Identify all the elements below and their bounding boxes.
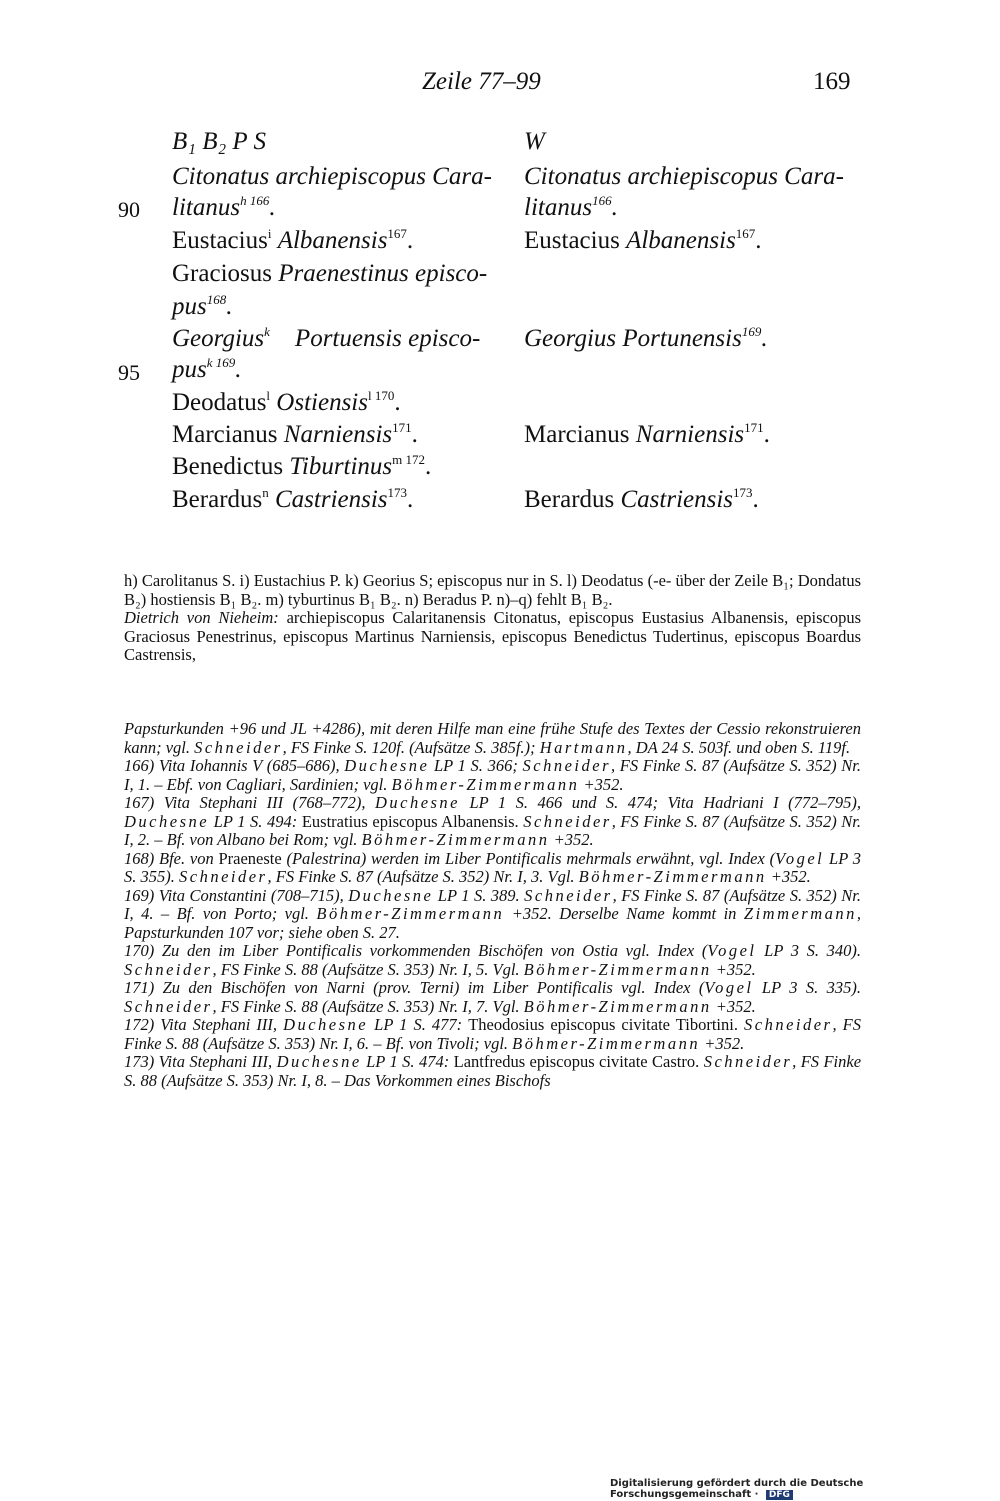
footnote-171: 171) Zu den Bischöfen von Narni (prov. Terni) im Liber Pontificalis vgl. Index (Vogel LP 3 S. 335). Schneider, FS Finke S. 88 (Aufsätze S. 353) Nr. I, 7. Vgl. Böhmer-Zimmermann +352.: [124, 978, 862, 1016]
right-line: litanus$^{166}$.: [524, 193, 618, 221]
footnotes: [124, 720, 861, 1090]
critical-apparatus: [124, 572, 861, 665]
footnote-166: 166) Vita Iohannis V (685–686), Duchesne LP 1 S. 366; Schneider, FS Finke S. 87 (Aufsätze S. 352) Nr. I, 1. – Ebf. von Cagliari, Sardinien; vgl. Böhmer-Zimmermann +352.: [124, 756, 862, 794]
left-line: Berardus$^n$ Castriensis$^{173}$.: [172, 485, 414, 513]
line-number-95: 95: [118, 360, 140, 385]
left-line: Citonatus archiepiscopus Cara-: [172, 163, 492, 190]
right-column-heading: W: [524, 128, 545, 155]
left-line: Georgius$^k$ Portuensis episco-: [172, 324, 481, 352]
footnote-172: 172) Vita Stephani III, Duchesne LP 1 S. 477: Theodosius episcopus civitate Tibortini. Schneider, FS Finke S. 88 (Aufsätze S. 353) Nr. I, 6. – Bf. von Tivoli; vgl. Böhmer-Zimmermann +352.: [124, 1015, 861, 1053]
left-line: Eustacius$^i$ Albanensis$^{167}$.: [172, 226, 414, 254]
dfg-footer: Digitalisierung gefördert durch die Deutsche Forschungsgemeinschaft · DFG: [610, 1478, 864, 1500]
footnote-170: 170) Zu den im Liber Pontificalis vorkommenden Bischöfen von Ostia vgl. Index (Vogel LP 3 S. 340). Schneider, FS Finke S. 88 (Aufsätze S. 353) Nr. I, 5. Vgl. Böhmer-Zimmermann +352.: [124, 941, 861, 979]
left-line: Graciosus Praenestinus episco-: [172, 260, 488, 287]
line-number-90: 90: [118, 197, 140, 222]
right-line: Eustacius Albanensis$^{167}$.: [524, 226, 762, 254]
footnote-168: 168) Bfe. von Praeneste (Palestrina) werden im Liber Pontificalis mehrmals erwähnt, vgl. Index (Vogel LP 3 S. 355). Schneider, FS Finke S. 87 (Aufsätze S. 352) Nr. I, 3. Vgl. Böhmer-Zimmermann +352.: [124, 848, 862, 886]
right-line: Berardus Castriensis$^{173}$.: [524, 485, 759, 513]
dfg-logo: DFG: [766, 1490, 793, 1500]
left-line: Benedictus Tiburtinus$^{m 172}$.: [172, 452, 432, 480]
left-line: Deodatus$^l$ Ostiensis$^{l 170}$.: [172, 388, 401, 416]
left-column-heading: B₁ B₂ P S: [172, 128, 266, 155]
right-line: Marcianus Narniensis$^{171}$.: [524, 420, 770, 448]
running-title: Zeile 77–99: [422, 68, 541, 95]
footnote-167: 167) Vita Stephani III (768–772), Duchesne LP 1 S. 466 und S. 474; Vita Hadriani I (772–795), Duchesne LP 1 S. 494: Eustratius episcopus Albanensis. Schneider, FS Finke S. 87 (Aufsätze S. 352) Nr. I, 2. – Bf. von Albano bei Rom; vgl. Böhmer-Zimmermann +352.: [124, 793, 862, 849]
right-line: Georgius Portunensis$^{169}$.: [524, 324, 768, 352]
left-line: litanus$^{h 166}$.: [172, 193, 276, 221]
left-line: pus$^{168}$.: [172, 292, 233, 320]
apparatus-dietrich: Dietrich von Nieheim: archiepiscopus Calaritanensis Citonatus, episcopus Eustasius Albanensis, episcopus Graciosus Penestrinus, episcopus Martinus Narniensis, episcopus Benedictus Tudertinus, episcopus Boardus Castrensis,: [124, 608, 862, 664]
left-line: pus$^{k 169}$.: [172, 355, 242, 383]
footnote-173: 173) Vita Stephani III, Duchesne LP 1 S. 474: Lantfredus episcopus civitate Castro. Schneider, FS Finke S. 88 (Aufsätze S. 353) Nr. I, 8. – Das Vorkommen eines Bischofs: [124, 1052, 862, 1090]
left-line: Marcianus Narniensis$^{171}$.: [172, 420, 418, 448]
apparatus-variants: h) Carolitanus S. i) Eustachius P. k) Georius S; episcopus nur in S. l) Deodatus (-e- über der Zeile B₁; Dondatus B₂) hostiensis B₁ B₂. m) tyburtinus B₁ B₂. n) Beradus P. n)–q) fehlt B₁ B₂.: [124, 571, 861, 609]
footnote-continuation: Papsturkunden +96 und JL +4286), mit deren Hilfe man eine frühe Stufe des Textes der Cessio rekonstruieren kann; vgl. Schneider, FS Finke S. 120f. (Aufsätze S. 385f.); Hartmann, DA 24 S. 503f. und oben S. 119f.: [124, 719, 861, 757]
footnote-169: 169) Vita Constantini (708–715), Duchesne LP 1 S. 389. Schneider, FS Finke S. 87 (Aufsätze S. 352) Nr. I, 4. – Bf. von Porto; vgl. Böhmer-Zimmermann +352. Derselbe Name kommt in Zimmermann, Papsturkunden 107 vor; siehe oben S. 27.: [124, 885, 862, 942]
right-line: Citonatus archiepiscopus Cara-: [524, 163, 844, 190]
page-number: 169: [813, 68, 851, 95]
dfg-footer-text: Digitalisierung gefördert durch die Deutsche Forschungsgemeinschaft: [610, 1478, 864, 1500]
